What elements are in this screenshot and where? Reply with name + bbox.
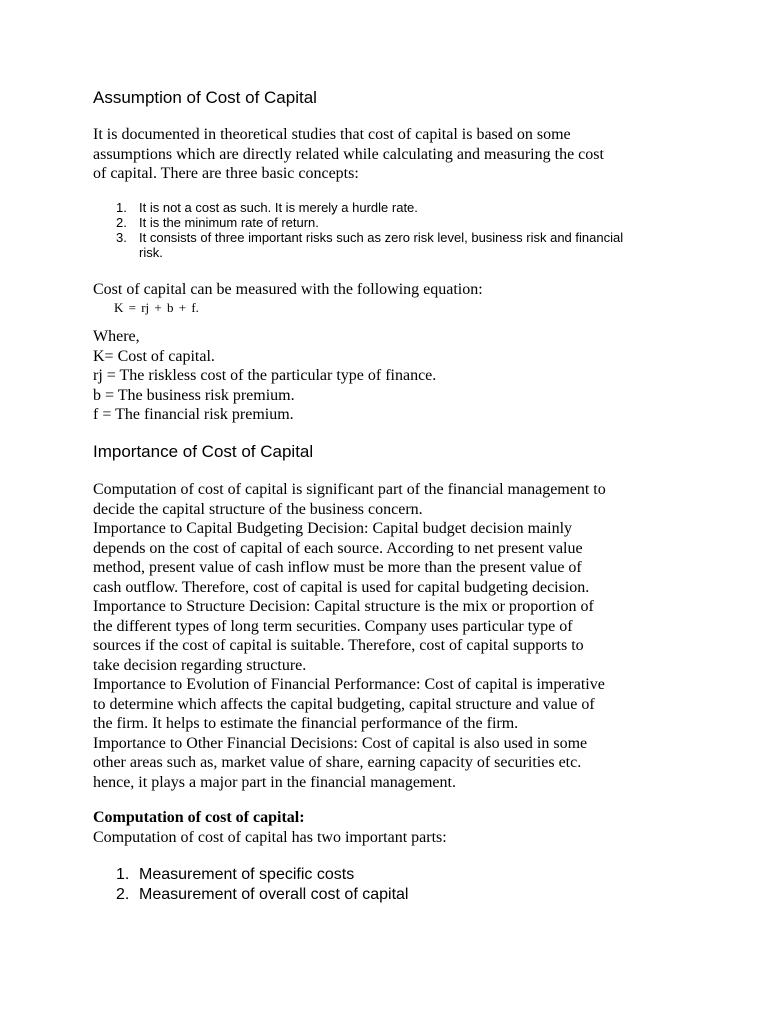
computation-intro: Computation of cost of capital has two important parts:	[93, 829, 447, 846]
intro-line: assumptions which are directly related while calculating and measuring the cost	[93, 145, 604, 163]
importance-line: Computation of cost of capital is significant part of the financial management to	[93, 481, 606, 498]
importance-line: cash outflow. Therefore, cost of capital is used for capital budgeting decision.	[93, 578, 590, 596]
where-line: Where,	[93, 328, 140, 345]
list-item	[116, 230, 696, 260]
importance-line: to determine which affects the capital budgeting, capital structure and value of	[93, 695, 595, 713]
importance-line: Importance to Other Financial Decisions: Cost of capital is also used in some	[93, 734, 588, 752]
list-number: 3.	[116, 230, 127, 245]
list-text-continued: risk.	[139, 245, 163, 260]
list-item	[116, 865, 408, 885]
importance-line: the different types of long term securities. Company uses particular type of	[93, 617, 573, 635]
list-number: 2.	[116, 215, 127, 230]
parts-list	[116, 865, 408, 905]
computation-heading: Computation of cost of capital:	[93, 809, 305, 826]
where-line: f = The financial risk premium.	[93, 406, 294, 423]
list-number: 2.	[116, 886, 130, 903]
intro-paragraph	[93, 125, 693, 184]
heading-importance: Importance of Cost of Capital	[93, 442, 314, 461]
list-item	[116, 215, 696, 230]
intro-line: It is documented in theoretical studies that cost of capital is based on some	[93, 126, 571, 143]
list-text: Measurement of specific costs	[139, 866, 355, 883]
list-text: It is not a cost as such. It is merely a hurdle rate.	[139, 200, 418, 215]
importance-line: method, present value of cash inflow must be more than the present value of	[93, 559, 582, 576]
importance-line: decide the capital structure of the business concern.	[93, 500, 423, 518]
where-line: K= Cost of capital.	[93, 347, 215, 365]
equation-intro: Cost of capital can be measured with the following equation:	[93, 281, 483, 298]
importance-line: hence, it plays a major part in the financial management.	[93, 773, 456, 791]
list-number: 1.	[116, 866, 130, 883]
importance-paragraph	[93, 480, 693, 792]
where-block	[93, 327, 693, 425]
where-line: b = The business risk premium.	[93, 386, 295, 404]
importance-line: other areas such as, market value of share, earning capacity of securities etc.	[93, 754, 582, 771]
importance-line: depends on the cost of capital of each source. According to net present value	[93, 539, 583, 557]
importance-line: Importance to Capital Budgeting Decision: Capital budget decision mainly	[93, 520, 573, 537]
importance-line: Importance to Structure Decision: Capital structure is the mix or proportion of	[93, 598, 594, 615]
importance-line: Importance to Evolution of Financial Performance: Cost of capital is imperative	[93, 676, 605, 693]
list-text: It is the minimum rate of return.	[139, 215, 319, 230]
importance-line: take decision regarding structure.	[93, 656, 307, 674]
intro-line: of capital. There are three basic concepts:	[93, 165, 359, 182]
list-item	[116, 885, 408, 905]
where-line: rj = The riskless cost of the particular type of finance.	[93, 367, 437, 384]
importance-line: the firm. It helps to estimate the financial performance of the firm.	[93, 715, 519, 732]
concepts-list	[116, 200, 696, 260]
equation: K = rj + b + f.	[114, 300, 199, 315]
list-text: It consists of three important risks such as zero risk level, business risk and financial	[139, 230, 624, 245]
importance-line: sources if the cost of capital is suitable. Therefore, cost of capital supports to	[93, 637, 584, 654]
list-text: Measurement of overall cost of capital	[139, 886, 409, 903]
list-item	[116, 200, 696, 215]
heading-assumption: Assumption of Cost of Capital	[93, 88, 317, 107]
list-number: 1.	[116, 200, 127, 215]
